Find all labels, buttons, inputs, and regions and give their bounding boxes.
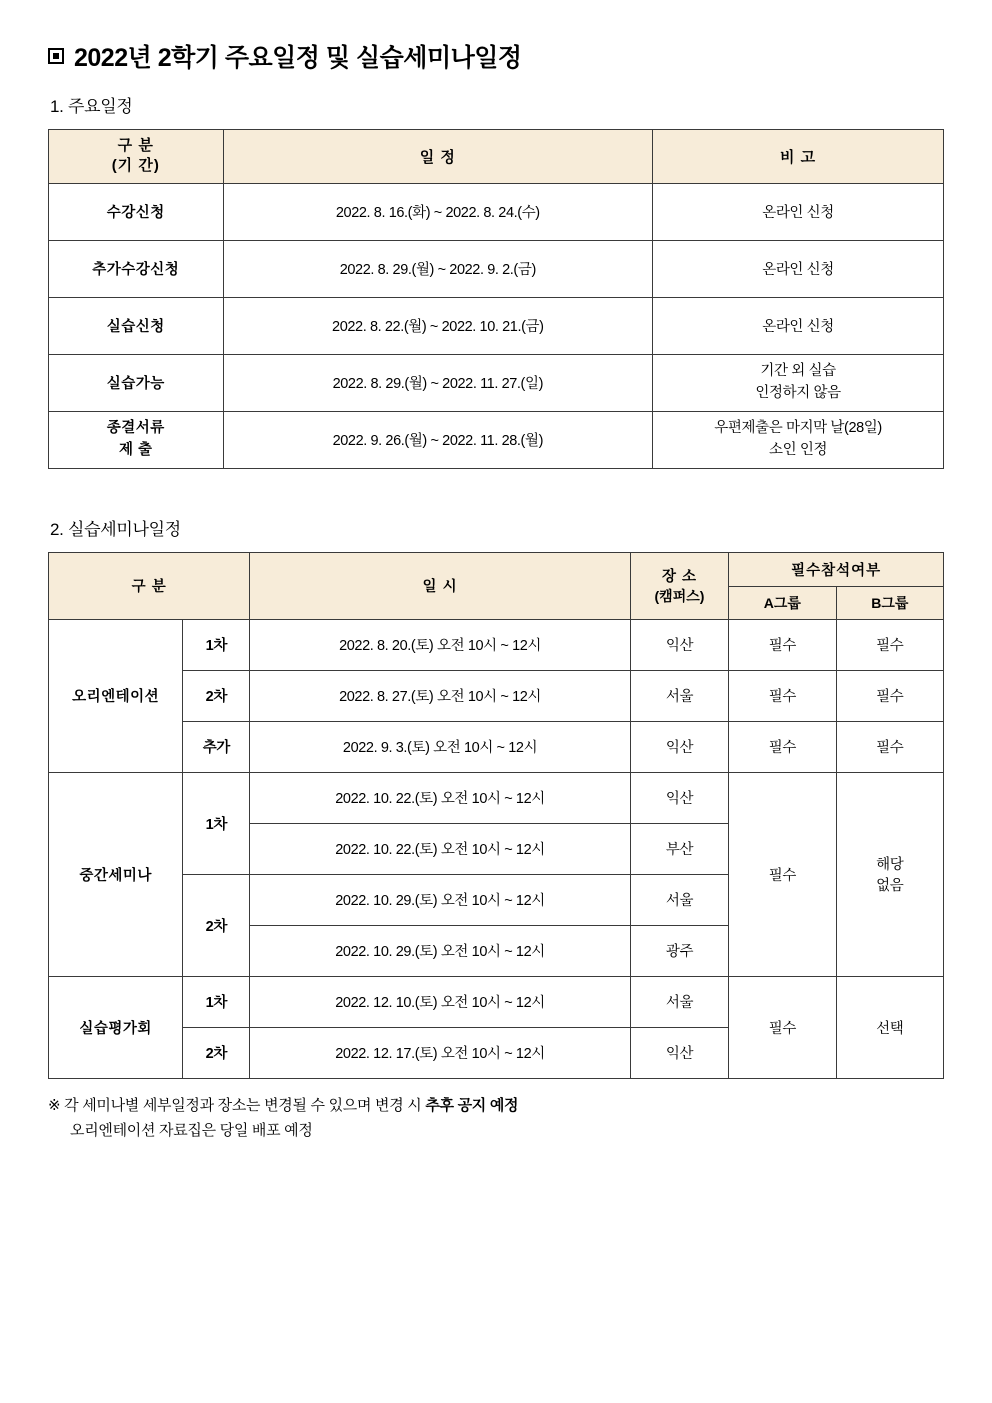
main-schedule-table xyxy=(48,129,944,469)
row-datetime: 2022. 12. 10.(토) 오전 10시 ~ 12시 xyxy=(250,976,630,1027)
row-place: 부산 xyxy=(630,823,728,874)
column-header-attendance: 필수참석여부 xyxy=(729,552,944,586)
row-order: 추가 xyxy=(183,721,250,772)
row-group-a: 필수 xyxy=(729,772,836,976)
row-category: 실습평가회 xyxy=(49,976,183,1078)
row-place: 익산 xyxy=(630,619,728,670)
row-date: 2022. 8. 29.(월) ~ 2022. 9. 2.(금) xyxy=(223,240,653,297)
table-row xyxy=(49,183,944,240)
row-datetime: 2022. 10. 29.(토) 오전 10시 ~ 12시 xyxy=(250,874,630,925)
row-place: 서울 xyxy=(630,874,728,925)
table-row xyxy=(49,354,944,411)
footnote-line1-text: 각 세미나별 세부일정과 장소는 변경될 수 있으며 변경 시 xyxy=(64,1096,426,1114)
table-row xyxy=(49,721,944,772)
column-header-gubun: 구 분 xyxy=(49,552,250,619)
table-row xyxy=(49,297,944,354)
row-order: 2차 xyxy=(183,874,250,976)
table-header-row xyxy=(49,552,944,586)
table-row xyxy=(49,670,944,721)
row-datetime: 2022. 9. 3.(토) 오전 10시 ~ 12시 xyxy=(250,721,630,772)
footnote-mark: ※ xyxy=(48,1096,61,1114)
row-remark: 우편제출은 마지막 날(28일) 소인 인정 xyxy=(653,411,944,468)
square-bullet-icon xyxy=(48,48,64,64)
row-label: 종결서류 제 출 xyxy=(49,411,224,468)
row-date: 2022. 8. 22.(월) ~ 2022. 10. 21.(금) xyxy=(223,297,653,354)
row-remark: 온라인 신청 xyxy=(653,297,944,354)
table-row xyxy=(49,240,944,297)
row-group-b: 선택 xyxy=(836,976,943,1078)
column-header-gubun-line1: 구 분 xyxy=(117,137,154,154)
row-date: 2022. 8. 16.(화) ~ 2022. 8. 24.(수) xyxy=(223,183,653,240)
row-order: 1차 xyxy=(183,976,250,1027)
row-order: 1차 xyxy=(183,619,250,670)
column-header-group-b: B그룹 xyxy=(836,586,943,619)
row-label: 수강신청 xyxy=(49,183,224,240)
row-label: 추가수강신청 xyxy=(49,240,224,297)
footnote xyxy=(48,1093,944,1144)
column-header-gubun-line2: (기 간) xyxy=(111,157,160,175)
row-date: 2022. 9. 26.(월) ~ 2022. 11. 28.(월) xyxy=(223,411,653,468)
row-date: 2022. 8. 29.(월) ~ 2022. 11. 27.(일) xyxy=(223,354,653,411)
row-group-b: 필수 xyxy=(836,619,943,670)
row-datetime: 2022. 10. 22.(토) 오전 10시 ~ 12시 xyxy=(250,823,630,874)
row-category: 중간세미나 xyxy=(49,772,183,976)
column-header-place-line2: (캠퍼스) xyxy=(654,588,705,604)
section-heading-main-schedule: 1. 주요일정 xyxy=(50,97,133,116)
row-group-b: 필수 xyxy=(836,721,943,772)
column-header-remark: 비 고 xyxy=(653,130,944,184)
column-header-datetime: 일 시 xyxy=(250,552,630,619)
table-header-row xyxy=(49,130,944,184)
row-datetime: 2022. 8. 20.(토) 오전 10시 ~ 12시 xyxy=(250,619,630,670)
row-place: 익산 xyxy=(630,1027,728,1078)
column-header-group-a: A그룹 xyxy=(729,586,836,619)
row-category: 오리엔테이션 xyxy=(49,619,183,772)
footnote-line2: 오리엔테이션 자료집은 당일 배포 예정 xyxy=(70,1122,313,1139)
row-group-a: 필수 xyxy=(729,619,836,670)
table-row xyxy=(49,772,944,823)
seminar-schedule-table xyxy=(48,552,944,1079)
row-group-b: 해당 없음 xyxy=(836,772,943,976)
column-header-place xyxy=(630,552,728,619)
table-row xyxy=(49,619,944,670)
row-group-b: 필수 xyxy=(836,670,943,721)
row-group-a: 필수 xyxy=(729,721,836,772)
column-header-date: 일 정 xyxy=(223,130,653,184)
row-place: 익산 xyxy=(630,772,728,823)
row-label: 실습가능 xyxy=(49,354,224,411)
row-group-a: 필수 xyxy=(729,670,836,721)
row-remark: 온라인 신청 xyxy=(653,240,944,297)
column-header-gubun xyxy=(49,130,224,184)
page-title xyxy=(48,38,944,74)
row-group-a: 필수 xyxy=(729,976,836,1078)
row-place: 광주 xyxy=(630,925,728,976)
row-order: 1차 xyxy=(183,772,250,874)
row-remark: 기간 외 실습 인정하지 않음 xyxy=(653,354,944,411)
column-header-place-line1: 장 소 xyxy=(661,569,697,585)
footnote-line1-emphasis: 추후 공지 예정 xyxy=(425,1096,519,1114)
row-place: 익산 xyxy=(630,721,728,772)
row-datetime: 2022. 8. 27.(토) 오전 10시 ~ 12시 xyxy=(250,670,630,721)
row-place: 서울 xyxy=(630,976,728,1027)
table-row xyxy=(49,976,944,1027)
page-title-text: 2022년 2학기 주요일정 및 실습세미나일정 xyxy=(74,44,522,72)
section-heading-seminar-schedule: 2. 실습세미나일정 xyxy=(50,519,181,539)
row-place: 서울 xyxy=(630,670,728,721)
row-remark: 온라인 신청 xyxy=(653,183,944,240)
row-datetime: 2022. 10. 22.(토) 오전 10시 ~ 12시 xyxy=(250,772,630,823)
row-order: 2차 xyxy=(183,1027,250,1078)
row-datetime: 2022. 12. 17.(토) 오전 10시 ~ 12시 xyxy=(250,1027,630,1078)
row-datetime: 2022. 10. 29.(토) 오전 10시 ~ 12시 xyxy=(250,925,630,976)
row-label: 실습신청 xyxy=(49,297,224,354)
table-row xyxy=(49,411,944,468)
row-order: 2차 xyxy=(183,670,250,721)
